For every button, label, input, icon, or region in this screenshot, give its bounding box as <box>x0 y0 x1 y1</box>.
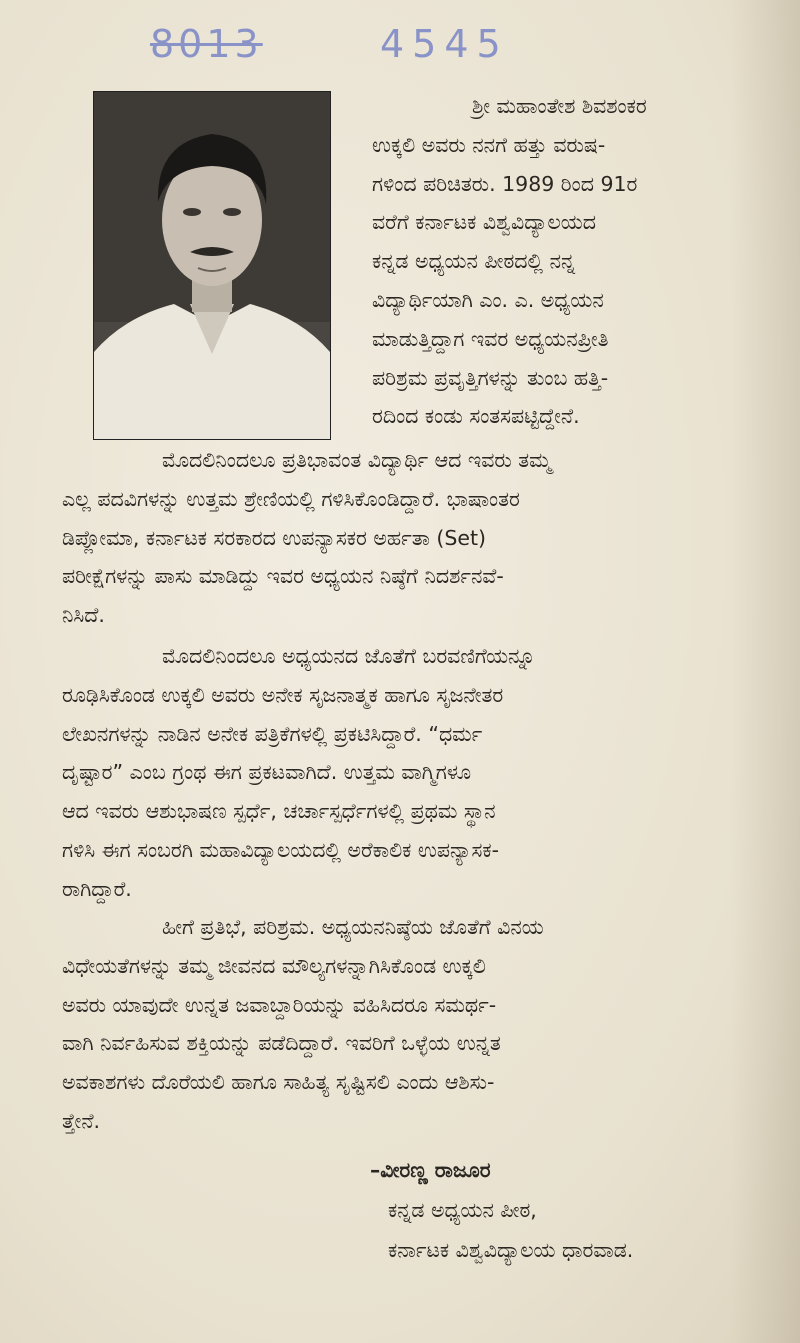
text-line: ರದಿಂದ ಕಂಡು ಸಂತಸಪಟ್ಟಿದ್ದೇನೆ. <box>372 404 580 429</box>
text-line: ಹೀಗೆ ಪ್ರತಿಭೆ, ಪರಿಶ್ರಮ. ಅಧ್ಯಯನನಿಷ್ಠೆಯ ಜೊತೆಗೆ ವಿನಯ <box>162 915 544 939</box>
text-line: ಎಲ್ಲ ಪದವಿಗಳನ್ನು ಉತ್ತಮ ಶ್ರೇಣಿಯಲ್ಲಿ ಗಳಿಸಿಕೊಂಡಿದ್ದಾರೆ. ಭಾಷಾಂತರ <box>62 486 520 511</box>
signature-name: –ವೀರಣ್ಣ ರಾಜೂರ <box>370 1158 491 1182</box>
text-line: ಮಾಡುತ್ತಿದ್ದಾಗ ಇವರ ಅಧ್ಯಯನಪ್ರೀತಿ <box>372 326 609 351</box>
text-line: ಡಿಪ್ಲೋಮಾ, ಕರ್ನಾಟಕ ಸರಕಾರದ ಉಪನ್ಯಾಸಕರ ಅರ್ಹತಾ (Set) <box>62 525 486 550</box>
text-line: ಅವರು ಯಾವುದೇ ಉನ್ನತ ಜವಾಬ್ದಾರಿಯನ್ನು ವಹಿಸಿದರೂ ಸಮರ್ಥ- <box>62 992 497 1017</box>
text-line: ನಿಸಿದೆ. <box>62 603 105 628</box>
text-line: ಅವಕಾಶಗಳು ದೊರೆಯಲಿ ಹಾಗೂ ಸಾಹಿತ್ಯ ಸೃಷ್ಟಿಸಲಿ ಎಂದು ಆಶಿಸು- <box>62 1070 495 1095</box>
signature-affiliation-2: ಕರ್ನಾಟಕ ವಿಶ್ವವಿದ್ಯಾಲಯ ಧಾರವಾಡ. <box>388 1238 634 1262</box>
paragraph-writing <box>62 637 535 909</box>
text-line: ಉಕ್ಕಲಿ ಅವರು ನನಗೆ ಹತ್ತು ವರುಷ- <box>372 132 606 157</box>
text-line: ಆದ ಇವರು ಆಶುಭಾಷಣ ಸ್ಪರ್ಧೆ, ಚರ್ಚಾಸ್ಪರ್ಧೆಗಳಲ್ಲಿ ಪ್ರಥಮ ಸ್ಥಾನ <box>62 799 496 824</box>
intro-paragraph <box>372 87 647 436</box>
page-edge-shadow <box>730 0 800 1343</box>
text-line: ತ್ತೇನೆ. <box>62 1108 101 1133</box>
text-line: ವಿಧೇಯತೆಗಳನ್ನು ತಮ್ಮ ಜೀವನದ ಮೌಲ್ಯಗಳನ್ನಾಗಿಸಿಕೊಂಡ ಉಕ್ಕಲಿ <box>62 953 486 978</box>
handwritten-number-left: 8013 <box>150 22 263 66</box>
text-line: ಗಳಿಂದ ಪರಿಚಿತರು. 1989 ರಿಂದ 91ರ <box>372 171 638 196</box>
portrait-photo-icon <box>94 92 330 439</box>
text-line: ಶ್ರೀ ಮಹಾಂತೇಶ ಶಿವಶಂಕರ <box>472 94 647 118</box>
signature-block <box>370 1150 633 1270</box>
text-line: ರಾಗಿದ್ದಾರೆ. <box>62 876 132 901</box>
text-line: ಕನ್ನಡ ಅಧ್ಯಯನ ಪೀಠದಲ್ಲಿ ನನ್ನ <box>372 249 576 274</box>
signature-affiliation-1: ಕನ್ನಡ ಅಧ್ಯಯನ ಪೀಠ, <box>388 1198 537 1222</box>
paragraph-closing <box>62 908 544 1141</box>
text-line: ವಿದ್ಯಾರ್ಥಿಯಾಗಿ ಎಂ. ಎ. ಅಧ್ಯಯನ <box>372 287 604 312</box>
text-line: ಪರಿಶ್ರಮ ಪ್ರವೃತ್ತಿಗಳನ್ನು ತುಂಬ ಹತ್ತಿ- <box>372 365 609 390</box>
handwritten-number-right: 4545 <box>380 22 509 66</box>
text-line: ಪರೀಕ್ಷೆಗಳನ್ನು ಪಾಸು ಮಾಡಿದ್ದು ಇವರ ಅಧ್ಯಯನ ನಿಷ್ಠೆಗೆ ನಿದರ್ಶನವೆ- <box>62 564 504 589</box>
text-line: ರೂಢಿಸಿಕೊಂಡ ಉಕ್ಕಲಿ ಅವರು ಅನೇಕ ಸೃಜನಾತ್ಮಕ ಹಾಗೂ ಸೃಜನೇತರ <box>62 682 504 707</box>
text-line: ಮೊದಲಿನಿಂದಲೂ ಅಧ್ಯಯನದ ಜೊತೆಗೆ ಬರವಣಿಗೆಯನ್ನೂ <box>162 644 536 668</box>
text-line: ದೃಷ್ಟಾರ” ಎಂಬ ಗ್ರಂಥ ಈಗ ಪ್ರಕಟವಾಗಿದೆ. ಉತ್ತಮ ವಾಗ್ಮಿಗಳೂ <box>62 760 472 785</box>
text-line: ಲೇಖನಗಳನ್ನು ನಾಡಿನ ಅನೇಕ ಪತ್ರಿಕೆಗಳಲ್ಲಿ ಪ್ರಕಟಿಸಿದ್ದಾರೆ. “ಧರ್ಮ <box>62 721 483 746</box>
text-line: ವರೆಗೆ ಕರ್ನಾಟಕ ವಿಶ್ವವಿದ್ಯಾಲಯದ <box>372 210 596 235</box>
paragraph-qualifications <box>62 441 551 635</box>
portrait-photo <box>93 91 331 440</box>
text-line: ಮೊದಲಿನಿಂದಲೂ ಪ್ರತಿಭಾವಂತ ವಿದ್ಯಾರ್ಥಿ ಆದ ಇವರು ತಮ್ಮ <box>162 448 552 472</box>
text-line: ವಾಗಿ ನಿರ್ವಹಿಸುವ ಶಕ್ತಿಯನ್ನು ಪಡೆದಿದ್ದಾರೆ. ಇವರಿಗೆ ಒಳ್ಳೆಯ ಉನ್ನತ <box>62 1031 501 1056</box>
text-line: ಗಳಿಸಿ ಈಗ ಸಂಬರಗಿ ಮಹಾವಿದ್ಯಾಲಯದಲ್ಲಿ ಅರೆಕಾಲಿಕ ಉಪನ್ಯಾಸಕ- <box>62 837 499 862</box>
